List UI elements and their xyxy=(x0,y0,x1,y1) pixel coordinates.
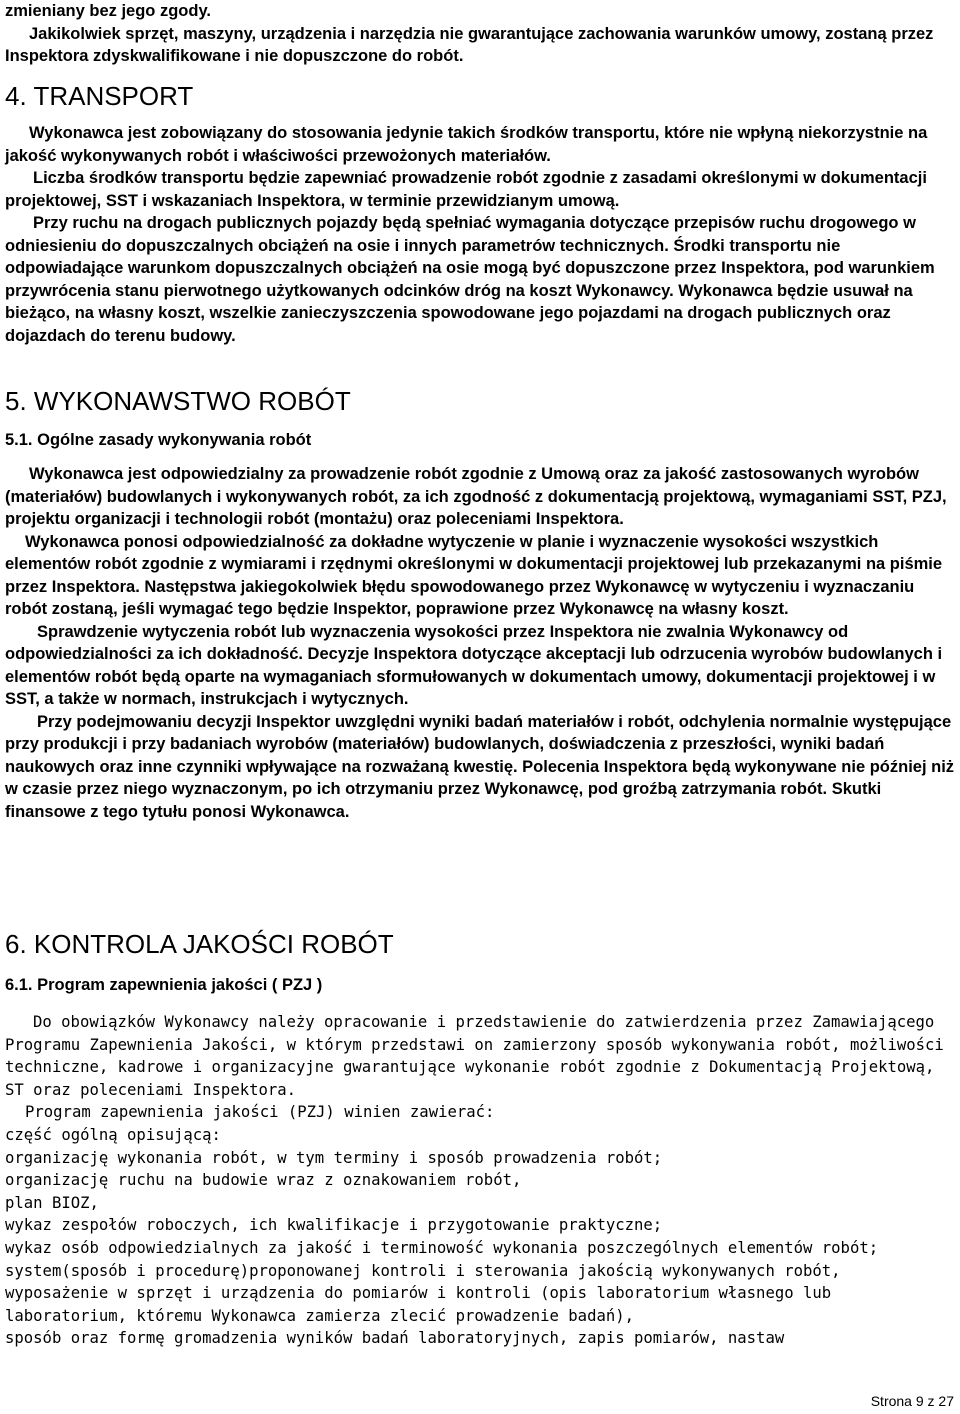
kontrola-paragraph-1: Do obowiązków Wykonawcy należy opracowanie i przedstawienie do zatwierdzenia przez Zamawiającego Programu Zapewnienia Jakości, w którym przedstawi on zamierzony sposób wykonywania robót, możliwości techniczne, kadrowe i organizacyjne gwarantujące wykonanie robót zgodnie z Dokumentacją Projektową, ST oraz poleceniami Inspektora. xyxy=(5,1013,944,1099)
pzj-list-item: wykaz zespołów roboczych, ich kwalifikacje i przygotowanie praktyczne; xyxy=(5,1216,663,1235)
page-number: Strona 9 z 27 xyxy=(870,1393,954,1409)
transport-paragraph-2: Liczba środków transportu będzie zapewniać prowadzenie robót zgodnie z zasadami określonymi w dokumentacji projektowej, SST i wskazaniach Inspektora, w terminie przewidzianym umową. xyxy=(5,169,927,210)
wykonawstwo-subsection xyxy=(5,429,955,451)
transport-section xyxy=(5,81,955,111)
wykonawstwo-paragraph-2: Wykonawca ponosi odpowiedzialność za dokładne wytyczenie w planie i wyznaczenie wysokości wszystkich elementów robót zgodnie z wymiarami i rzędnymi określonymi w dokumentacji projektowej lub przekazanymi na piśmie przez Inspektora. Następstwa jakiegokolwiek błędu spowodowanego przez Wykonawcę w wytyczeniu i wyznaczaniu robót zostaną, jeśli wymagać tego będzie Inspektor, poprawione przez Wykonawcę na własny koszt. xyxy=(5,532,943,618)
pzj-list-item: wykaz osób odpowiedzialnych za jakość i terminowość wykonania poszczególnych elementów robót; xyxy=(5,1238,879,1257)
transport-paragraph-3: Przy ruchu na drogach publicznych pojazdy będą spełniać wymagania dotyczące przepisów ruchu drogowego w odniesieniu do dopuszczalnych obciążeń na osie i innych parametrów technicznych. Środki transportu nie odpowiadające warunkom dopuszczalnych obciążeń na osie mogą być dopuszczone przez Inspektora, pod warunkiem przywrócenia stanu pierwotnego użytkowanych odcinków dróg na koszt Wykonawcy. Wykonawca będzie usuwał na bieżąco, na własny koszt, wszelkie zanieczyszczenia spowodowane jego pojazdami na drogach publicznych oraz dojazdach do terenu budowy. xyxy=(5,214,935,345)
wykonawstwo-section xyxy=(5,386,955,416)
pzj-list-item: organizację ruchu na budowie wraz z oznakowaniem robót, xyxy=(5,1171,522,1190)
pzj-list-item: organizację wykonania robót, w tym terminy i sposób prowadzenia robót; xyxy=(5,1148,663,1167)
pzj-list-item: system(sposób i procedurę)proponowanej kontroli i sterowania jakością wykonywanych robót, xyxy=(5,1261,841,1280)
section-heading-wykonawstwo: 5. WYKONAWSTWO ROBÓT xyxy=(5,386,351,416)
pzj-list-item: część ogólną opisującą: xyxy=(5,1125,221,1144)
intro-section xyxy=(5,0,955,68)
wykonawstwo-body xyxy=(5,463,955,823)
wykonawstwo-paragraph-1: Wykonawca jest odpowiedzialny za prowadzenie robót zgodnie z Umową oraz za jakość zastosowanych wyrobów (materiałów) budowlanych i wykonywanych robót, za ich zgodność z dokumentacją projektową, wymaganiami SST, PZJ, projektu organizacji i technologii robót (montażu) oraz poleceniami Inspektora. xyxy=(5,465,947,528)
kontrola-subsection xyxy=(5,974,955,996)
kontrola-section xyxy=(5,929,955,959)
subheading-5-1: 5.1. Ogólne zasady wykonywania robót xyxy=(5,431,312,449)
section-heading-transport: 4. TRANSPORT xyxy=(5,81,194,111)
pzj-list-item: sposób oraz formę gromadzenia wyników badań laboratoryjnych, zapis pomiarów, nastaw xyxy=(5,1329,785,1348)
intro-paragraph-2: Jakikolwiek sprzęt, maszyny, urządzenia i narzędzia nie gwarantujące zachowania warunków umowy, zostaną przez Inspektora zdyskwalifikowane i nie dopuszczone do robót. xyxy=(5,24,934,65)
wykonawstwo-paragraph-4: Przy podejmowaniu decyzji Inspektor uwzględni wyniki badań materiałów i robót, odchylenia normalnie występujące przy produkcji i przy badaniach wyrobów (materiałów) budowlanych, doświadczenia z przeszłości, wyniki badań naukowych oraz inne czynniki wpływające na rozważaną kwestię. Polecenia Inspektora będą wykonywane nie później niż w czasie przez niego wyznaczonym, po ich otrzymaniu przez Wykonawcę, pod groźbą zatrzymania robót. Skutki finansowe z tego tytułu ponosi Wykonawca. xyxy=(5,712,955,821)
transport-paragraph-1: Wykonawca jest zobowiązany do stosowania jedynie takich środków transportu, które nie wpłyną niekorzystnie na jakość wykonywanych robót i właściwości przewożonych materiałów. xyxy=(5,124,928,165)
kontrola-body xyxy=(5,1011,955,1350)
subheading-6-1: 6.1. Program zapewnienia jakości ( PZJ ) xyxy=(5,976,323,994)
pzj-list-item: wyposażenie w sprzęt i urządzenia do pomiarów i kontroli (opis laboratorium własnego lub laboratorium, któremu Wykonawca zamierza zlecić prowadzenie badań), xyxy=(5,1284,832,1325)
pzj-list-item: plan BIOZ, xyxy=(5,1193,99,1212)
kontrola-paragraph-2: Program zapewnienia jakości (PZJ) winien zawierać: xyxy=(25,1103,495,1122)
section-heading-kontrola: 6. KONTROLA JAKOŚCI ROBÓT xyxy=(5,929,394,959)
transport-body xyxy=(5,122,955,347)
intro-paragraph-1: zmieniany bez jego zgody. xyxy=(5,2,211,20)
wykonawstwo-paragraph-3: Sprawdzenie wytyczenia robót lub wyznaczenia wysokości przez Inspektora nie zwalnia Wykonawcy od odpowiedzialności za ich dokładność. Decyzje Inspektora dotyczące akceptacji lub odrzucenia wyrobów budowlanych i elementów robót będą oparte na wymaganiach sformułowanych w dokumentach umowy, dokumentacji projektowej i w SST, a także w normach, instrukcjach i wytycznych. xyxy=(5,622,943,708)
